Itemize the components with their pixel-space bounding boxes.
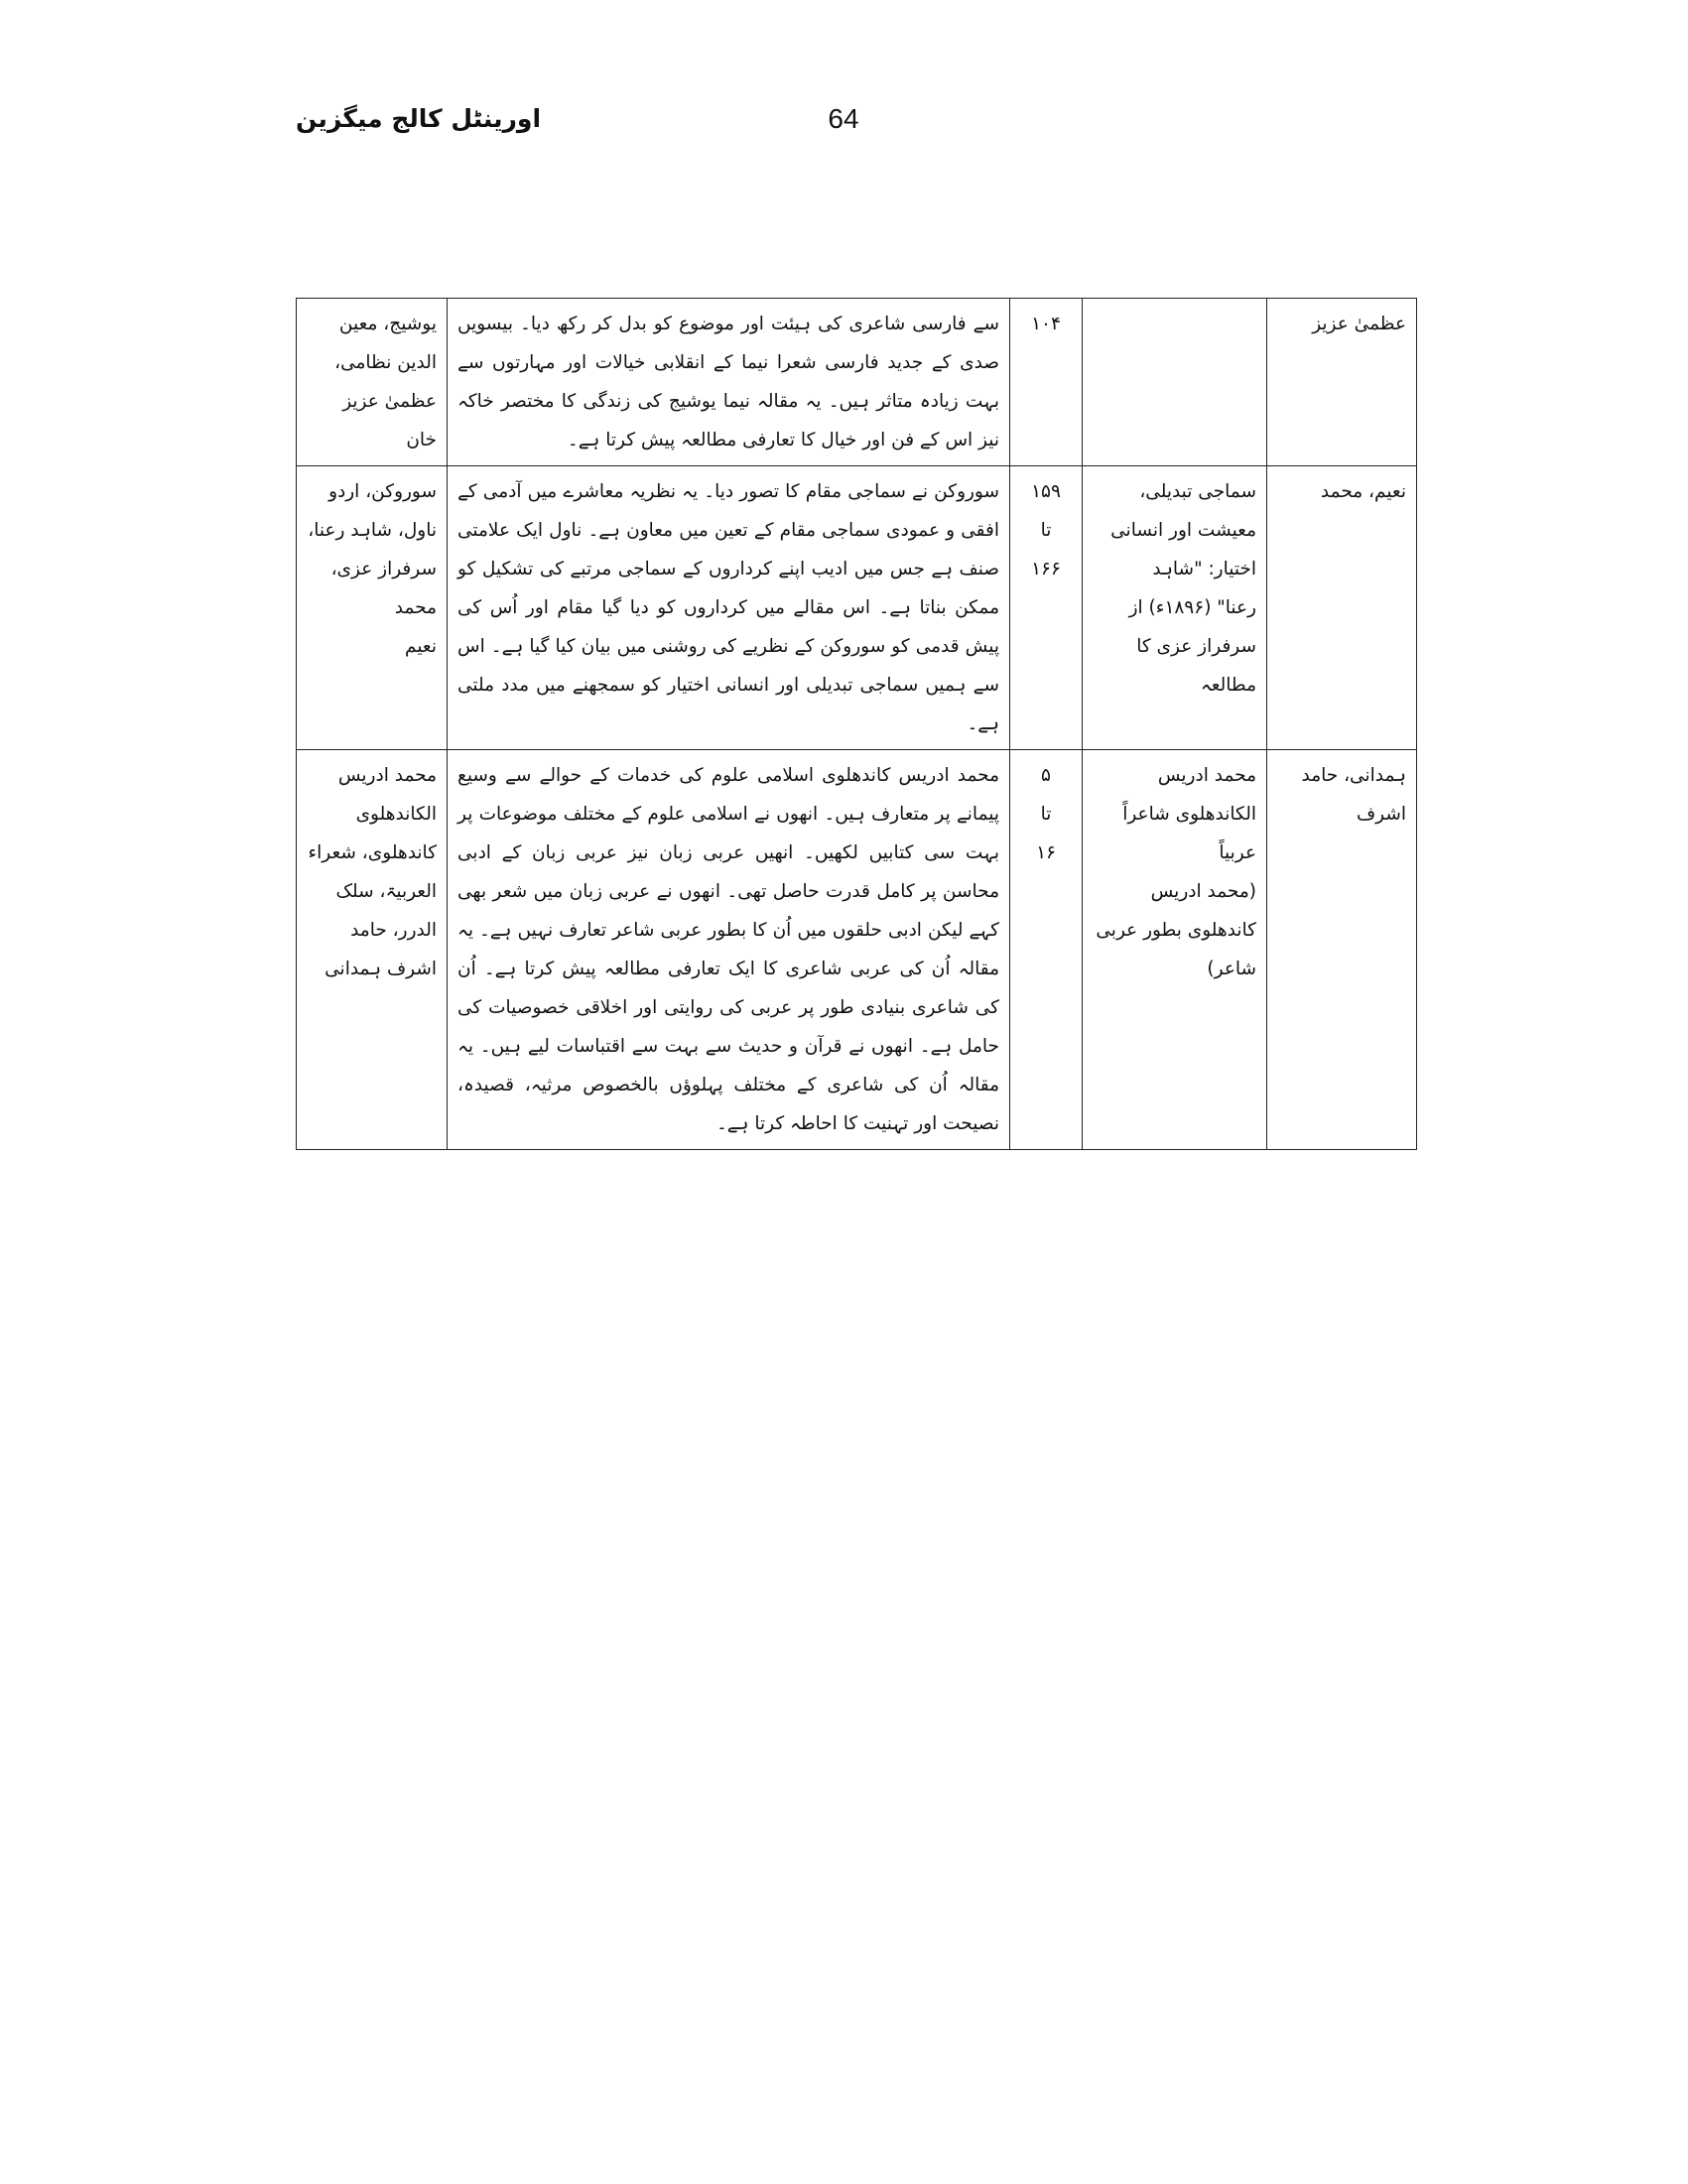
title-cell-line: سماجی تبدیلی، [1139,481,1256,502]
title-cell-line: شاعر) [1207,959,1256,979]
journal-title: اورینٹل کالج میگزین [296,104,542,133]
keywords-cell-line: یوشیج، معین [338,314,437,334]
author-cell-line: عظمیٰ عزیز [1312,314,1406,334]
keywords-cell [297,466,448,750]
table-row [297,750,1417,1150]
title-cell [1083,466,1267,750]
title-cell-line: مطالعہ [1200,675,1256,696]
keywords-cell-line: عظمیٰ عزیز خان [342,391,437,450]
pages-cell [1010,750,1083,1150]
keywords-cell-line: الدین نظامی، [334,352,437,373]
keywords-cell-line: اشرف ہمدانی [325,959,437,979]
title-cell-line: سرفراز عزی کا [1136,636,1256,657]
author-cell [1267,466,1417,750]
title-cell-line: کاندھلوی بطور عربی [1096,920,1256,941]
keywords-cell-line: نعیم [405,636,437,657]
pages-cell-line: ۱۰۴ [1031,314,1061,334]
author-cell [1267,299,1417,466]
title-cell-line: رعنا" (۱۸۹۶ء) از [1128,597,1256,618]
title-cell-line: معیشت اور انسانی [1110,520,1256,541]
keywords-cell-line: کاندھلوی، شعراء [308,842,437,863]
keywords-cell-line: سوروکن، اردو [328,481,437,502]
pages-cell-line: ۱۶ [1036,842,1056,863]
author-cell-line: ہمدانی، حامد [1301,765,1406,786]
title-cell [1083,750,1267,1150]
keywords-cell [297,299,448,466]
keywords-cell [297,750,448,1150]
abstract-cell: سوروکن نے سماجی مقام کا تصور دیا۔ یہ نظریہ معاشرے میں آدمی کے افقی و عمودی سماجی مقام کے تعین میں معاون ہے۔ ناول ایک علامتی صنف ہے جس میں ادیب اپنے کرداروں کے سماجی مرتبے کی تشکیل کو ممکن بناتا ہے۔ اس مقالے میں کرداروں کو دیا گیا مقام اور اُس کی پیش قدمی کو سوروکن کے نظریے کی روشنی میں بیان کیا گیا ہے۔ اس سے ہمیں سماجی تبدیلی اور انسانی اختیار کو سمجھنے میں مدد ملتی ہے۔ [448,466,1010,750]
title-cell-line: محمد ادریس [1157,765,1256,786]
author-cell [1267,750,1417,1150]
page-header [0,99,1688,149]
pages-cell [1010,299,1083,466]
title-cell [1083,299,1267,466]
title-cell-line: الکاندھلوی شاعراً [1122,804,1256,825]
abstract-cell: محمد ادریس کاندھلوی اسلامی علوم کی خدمات کے حوالے سے وسیع پیمانے پر متعارف ہیں۔ انھوں نے اسلامی علوم کے مختلف موضوعات پر بہت سی کتابیں لکھیں۔ انھیں عربی زبان نیز عربی زبان کے ادبی محاسن پر کامل قدرت حاصل تھی۔ انھوں نے عربی زبان میں شعر بھی کہے لیکن ادبی حلقوں میں اُن کا بطور عربی شاعر تعارف نہیں ہے۔ یہ مقالہ اُن کی عربی شاعری کا ایک تعارفی مطالعہ پیش کرتا ہے۔ اُن کی شاعری بنیادی طور پر عربی کی روایتی اور اخلاقی خصوصیات کی حامل ہے۔ انھوں نے قرآن و حدیث سے بہت سے اقتباسات لیے ہیں۔ یہ مقالہ اُن کی شاعری کے مختلف پہلوؤں بالخصوص مرثیہ، قصیدہ، نصیحت اور تہنیت کا احاطہ کرتا ہے۔ [448,750,1010,1150]
title-cell-line: (محمد ادریس [1150,881,1256,902]
keywords-cell-line: الدرر، حامد [350,920,437,941]
pages-cell-line: ۱۶۶ [1031,559,1061,579]
pages-cell [1010,466,1083,750]
page-number: 64 [828,103,859,134]
title-cell-line: اختیار: "شاہد [1152,559,1256,579]
pages-cell-line: ۱۵۹ [1031,481,1061,502]
records-table [296,298,1417,1150]
abstract-cell: سے فارسی شاعری کی ہیئت اور موضوع کو بدل کر رکھ دیا۔ بیسویں صدی کے جدید فارسی شعرا نیما کے انقلابی خیالات اور مہارتوں سے بہت زیادہ متاثر ہیں۔ یہ مقالہ نیما یوشیج کی زندگی کا مختصر خاکہ نیز اس کے فن اور خیال کا تعارفی مطالعہ پیش کرتا ہے۔ [448,299,1010,466]
keywords-cell-line: محمد ادریس [337,765,437,786]
keywords-cell-line: سرفراز عزی، محمد [330,559,437,618]
keywords-cell-line: العربیۃ، سلک [335,881,437,902]
table-row [297,466,1417,750]
title-cell-line: عربیاً [1219,842,1256,863]
pages-cell-line: تا [1040,804,1052,825]
author-cell-line: اشرف [1356,804,1406,825]
pages-cell-line: تا [1040,520,1052,541]
table-row [297,299,1417,466]
keywords-cell-line: ناول، شاہد رعنا، [308,520,437,541]
pages-cell-line: ۵ [1041,765,1051,786]
author-cell-line: نعیم، محمد [1320,481,1406,502]
keywords-cell-line: الکاندھلوی [355,804,437,825]
